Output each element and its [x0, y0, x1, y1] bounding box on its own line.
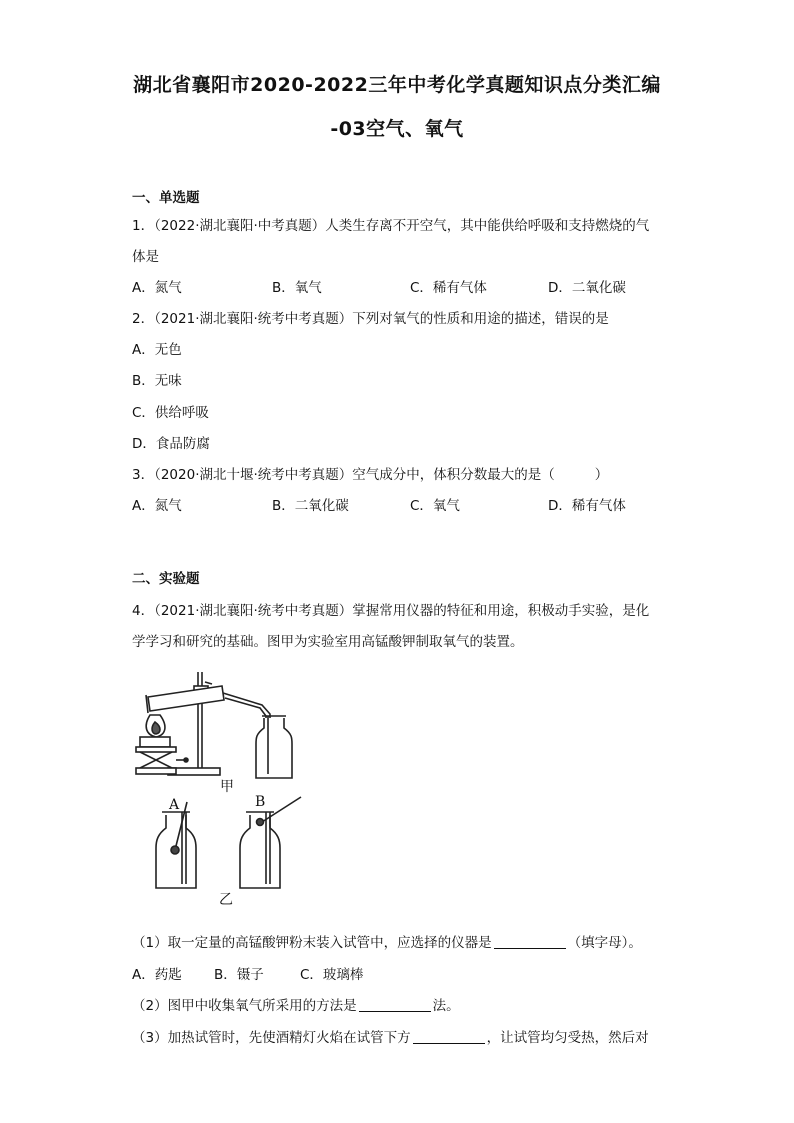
- answer-blank-2[interactable]: [359, 997, 431, 1012]
- q1-stem-line1: 1．（2022·湖北襄阳·中考真题）人类生存离不开空气，其中能供给呼吸和支持燃烧的气: [132, 218, 650, 234]
- section-heading-single-choice: 一、单选题: [132, 190, 200, 206]
- q3-option-d: D．稀有气体: [548, 498, 626, 514]
- q4-sub1-option-a: A．药匙: [132, 967, 182, 983]
- figure-label-a: A: [169, 797, 180, 813]
- apparatus-jia: [136, 672, 292, 778]
- q2-stem: 2．（2021·湖北襄阳·统考中考真题）下列对氧气的性质和用途的描述，错误的是: [132, 311, 609, 327]
- answer-blank-1[interactable]: [494, 934, 566, 949]
- q4-stem-line1: 4．（2021·湖北襄阳·统考中考真题）掌握常用仪器的特征和用途，积极动手实验，是化: [132, 603, 650, 619]
- doc-title-line1: 湖北省襄阳市2020-2022三年中考化学真题知识点分类汇编: [133, 74, 661, 96]
- q1-option-c: C．稀有气体: [410, 280, 487, 296]
- q2-option-a: A．无色: [132, 342, 182, 358]
- figure-label-b: B: [255, 794, 266, 810]
- doc-title-line2: -03空气、氧气: [330, 118, 464, 140]
- section-heading-experiment: 二、实验题: [132, 571, 200, 587]
- q3-option-b: B．二氧化碳: [272, 498, 349, 514]
- q2-option-d: D．食品防腐: [132, 436, 210, 452]
- q4-sub3: （3）加热试管时，先使酒精灯火焰在试管下方 ，让试管均匀受热，然后对: [132, 1030, 649, 1046]
- q4-stem-line2: 学学习和研究的基础。图甲为实验室用高锰酸钾制取氧气的装置。: [132, 634, 524, 650]
- q1-option-a: A．氮气: [132, 280, 182, 296]
- q4-sub1-option-b: B．镊子: [214, 967, 264, 983]
- q1-stem-line2: 体是: [132, 249, 159, 265]
- q4-sub1: （1）取一定量的高锰酸钾粉末装入试管中，应选择的仪器是 （填字母）。: [132, 935, 642, 951]
- figure-label-yi: 乙: [219, 892, 233, 908]
- q1-option-b: B．氧气: [272, 280, 322, 296]
- q4-sub1-option-c: C．玻璃棒: [300, 967, 364, 983]
- q3-option-c: C．氧气: [410, 498, 460, 514]
- answer-blank-3[interactable]: [413, 1029, 485, 1044]
- q3-stem: 3．（2020·湖北十堰·统考中考真题）空气成分中，体积分数最大的是（ ）: [132, 467, 609, 483]
- q1-option-d: D．二氧化碳: [548, 280, 626, 296]
- q2-option-c: C．供给呼吸: [132, 405, 209, 421]
- q2-option-b: B．无味: [132, 373, 182, 389]
- q3-option-a: A．氮气: [132, 498, 182, 514]
- figure-label-jia: 甲: [220, 779, 234, 795]
- q4-sub2: （2）图甲中收集氧气所采用的方法是 法。: [132, 998, 460, 1014]
